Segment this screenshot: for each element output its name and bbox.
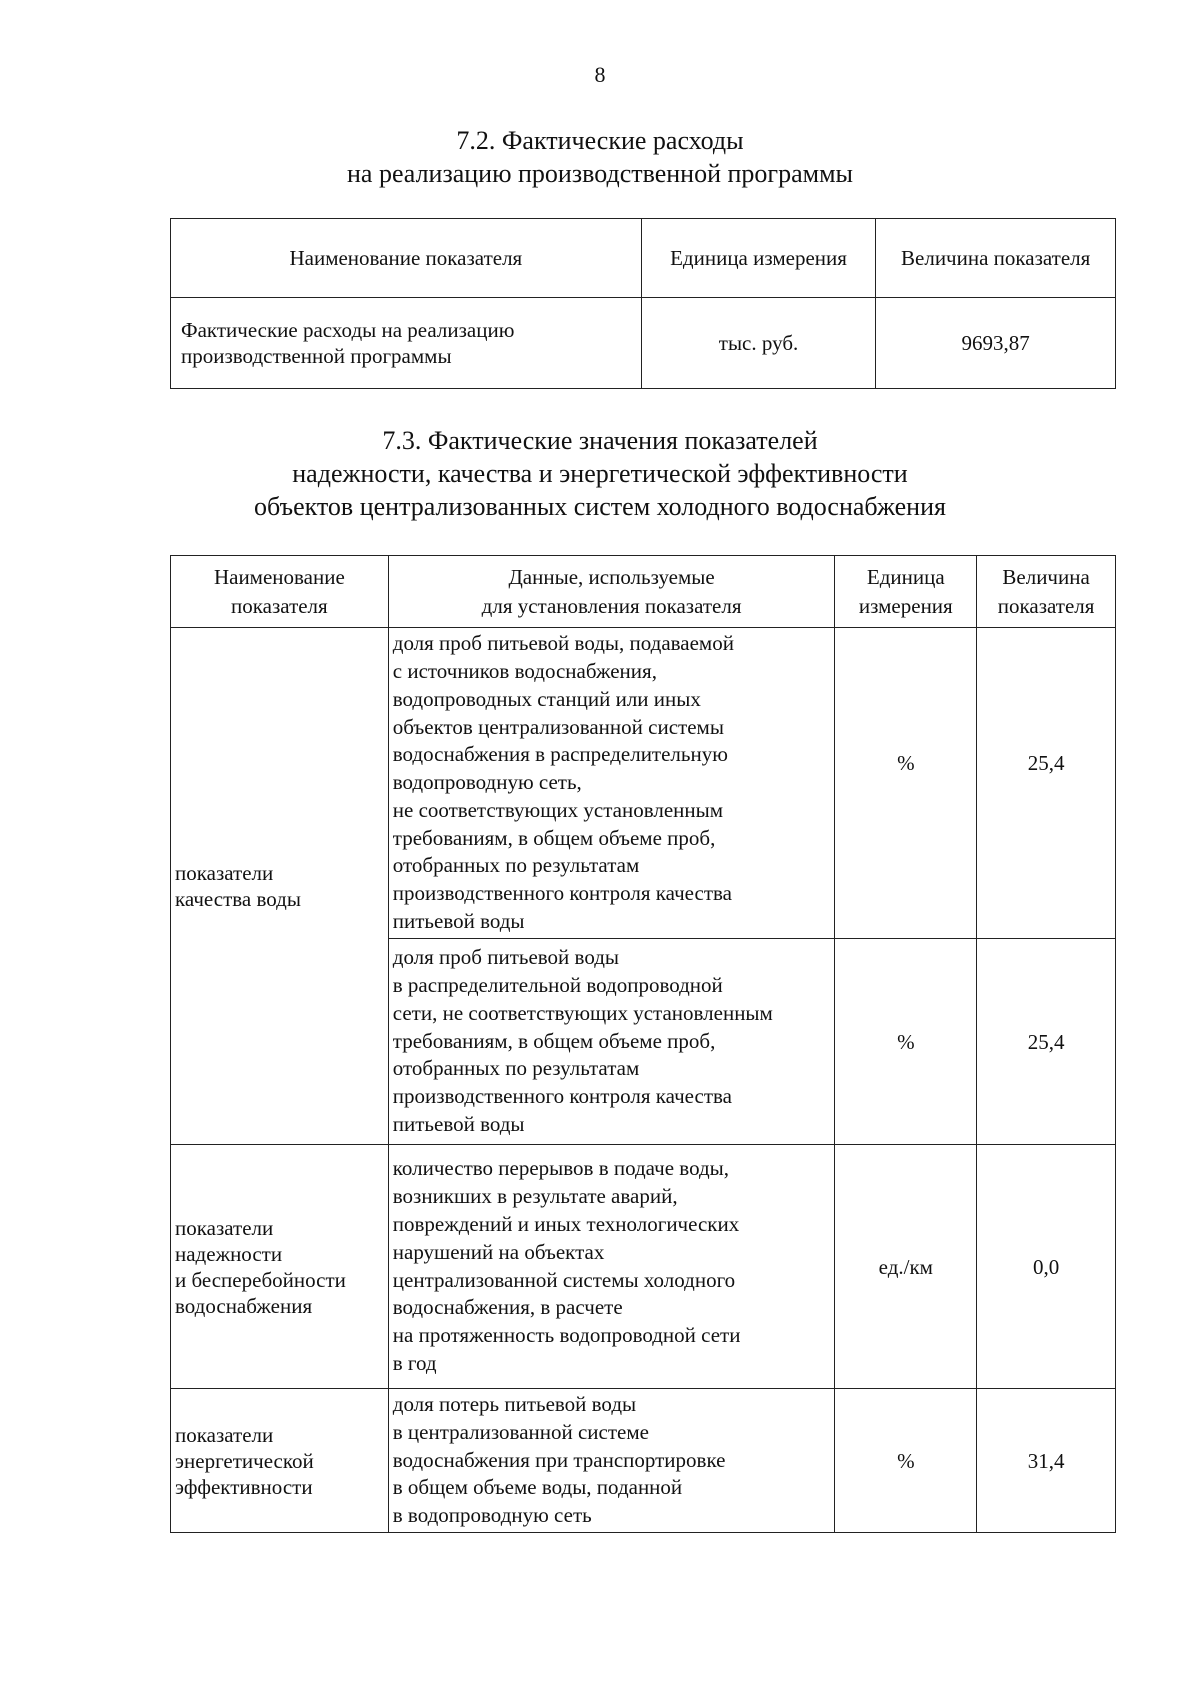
category-line: качества воды xyxy=(175,887,301,911)
data-line: производственного контроля качества xyxy=(392,881,732,906)
category-line: показатели xyxy=(175,1215,274,1240)
indicators-table-header xyxy=(171,556,1116,628)
header-line: измерения xyxy=(858,593,953,618)
data-line: производственного контроля качества xyxy=(392,1084,732,1109)
section-7-2-title-line: на реализацию производственной программы xyxy=(346,159,853,188)
value-cell: 25,4 xyxy=(977,939,1116,1145)
header-unit xyxy=(835,556,977,628)
data-line: нарушений на объектах xyxy=(392,1239,605,1264)
data-line: водоснабжения, в расчете xyxy=(392,1295,623,1320)
source-data-cell xyxy=(388,1389,835,1533)
data-line: доля потерь питьевой воды xyxy=(392,1392,637,1416)
header-line: Единица xyxy=(866,564,945,589)
header-source-data xyxy=(388,556,835,628)
header-line: Величина xyxy=(1002,564,1090,589)
indicator-name-line: производственной программы xyxy=(181,344,452,368)
data-line: централизованной системы холодного xyxy=(392,1267,736,1292)
data-line: водопроводную сеть, xyxy=(392,770,582,795)
category-line: надежности xyxy=(175,1241,283,1266)
header-line: для установления показателя xyxy=(481,593,742,618)
header-value: Величина показателя xyxy=(876,219,1116,298)
data-line: доля проб питьевой воды xyxy=(392,945,620,970)
table-row xyxy=(171,1145,1116,1389)
section-7-2-title xyxy=(0,124,1200,190)
header-indicator-name: Наименование показателя xyxy=(171,219,642,298)
value-cell: 31,4 xyxy=(977,1389,1116,1533)
section-7-2-title-line: 7.2. Фактические расходы xyxy=(456,126,744,155)
section-7-3-title-line: 7.3. Фактические значения показателей xyxy=(382,426,818,455)
data-line: водоснабжения в распределительную xyxy=(392,742,728,767)
category-line: водоснабжения xyxy=(175,1293,313,1318)
source-data-cell xyxy=(388,939,835,1145)
data-line: питьевой воды xyxy=(392,1111,525,1136)
data-line: в общем объеме воды, поданной xyxy=(392,1475,683,1500)
section-7-3-title-line: надежности, качества и энергетической эффективности xyxy=(292,459,908,488)
header-line: Данные, используемые xyxy=(508,564,715,589)
page-number: 8 xyxy=(594,62,606,87)
data-line: доля проб питьевой воды, подаваемой xyxy=(392,631,734,656)
data-line: количество перерывов в подаче воды, xyxy=(392,1156,730,1181)
category-line: показатели xyxy=(175,1422,274,1447)
indicator-name-cell xyxy=(171,298,642,389)
section-7-3-title xyxy=(0,424,1200,523)
unit-cell: ед./км xyxy=(835,1145,977,1389)
source-data-cell xyxy=(388,1145,835,1389)
unit-cell: % xyxy=(835,939,977,1145)
expenses-table xyxy=(170,218,1116,389)
data-line: в водопроводную сеть xyxy=(392,1503,592,1528)
unit-cell: % xyxy=(835,1389,977,1533)
source-data-cell xyxy=(388,628,835,939)
unit-cell: % xyxy=(835,628,977,939)
category-cell-energy-efficiency xyxy=(171,1389,389,1533)
data-line: отобранных по результатам xyxy=(392,1056,640,1081)
category-cell-reliability xyxy=(171,1145,389,1389)
category-line: эффективности xyxy=(175,1474,313,1499)
header-value xyxy=(977,556,1116,628)
header-line: показателя xyxy=(997,593,1095,618)
data-line: водоснабжения при транспортировке xyxy=(392,1447,726,1472)
data-line: сети, не соответствующих установленным xyxy=(392,1000,773,1025)
table-row xyxy=(171,628,1116,939)
header-line: показателя xyxy=(231,593,328,618)
data-line: требованиям, в общем объеме проб, xyxy=(392,1028,716,1053)
data-line: питьевой воды xyxy=(392,909,525,934)
data-line: водопроводных станций или иных xyxy=(392,686,701,711)
data-line: возникших в результате аварий, xyxy=(392,1184,678,1209)
category-cell-water-quality xyxy=(171,628,389,1145)
data-line: с источников водоснабжения, xyxy=(392,658,657,683)
value-cell: 0,0 xyxy=(977,1145,1116,1389)
data-line: в год xyxy=(392,1350,437,1375)
indicator-name-line: Фактические расходы на реализацию xyxy=(181,318,515,342)
data-line: объектов централизованной системы xyxy=(392,714,724,739)
expenses-table-header xyxy=(171,219,1116,298)
data-line: в централизованной системе xyxy=(392,1419,649,1444)
category-line: показатели xyxy=(175,861,274,885)
header-indicator-name xyxy=(171,556,389,628)
value-cell: 25,4 xyxy=(977,628,1116,939)
category-line: энергетической xyxy=(175,1448,314,1473)
data-line: не соответствующих установленным xyxy=(392,797,724,822)
data-line: требованиям, в общем объеме проб, xyxy=(392,825,716,850)
table-row xyxy=(171,1389,1116,1533)
value-cell: 9693,87 xyxy=(876,298,1116,389)
table-row xyxy=(171,298,1116,389)
indicators-table xyxy=(170,555,1116,1533)
section-7-3-title-line: объектов централизованных систем холодного водоснабжения xyxy=(254,492,946,521)
data-line: повреждений и иных технологических xyxy=(392,1211,740,1236)
category-line: и бесперебойности xyxy=(175,1267,346,1292)
unit-cell: тыс. руб. xyxy=(641,298,876,389)
data-line: в распределительной водопроводной xyxy=(392,973,723,997)
header-unit: Единица измерения xyxy=(641,219,876,298)
data-line: отобранных по результатам xyxy=(392,853,640,878)
data-line: на протяженность водопроводной сети xyxy=(392,1323,741,1348)
header-line: Наименование xyxy=(213,564,345,589)
